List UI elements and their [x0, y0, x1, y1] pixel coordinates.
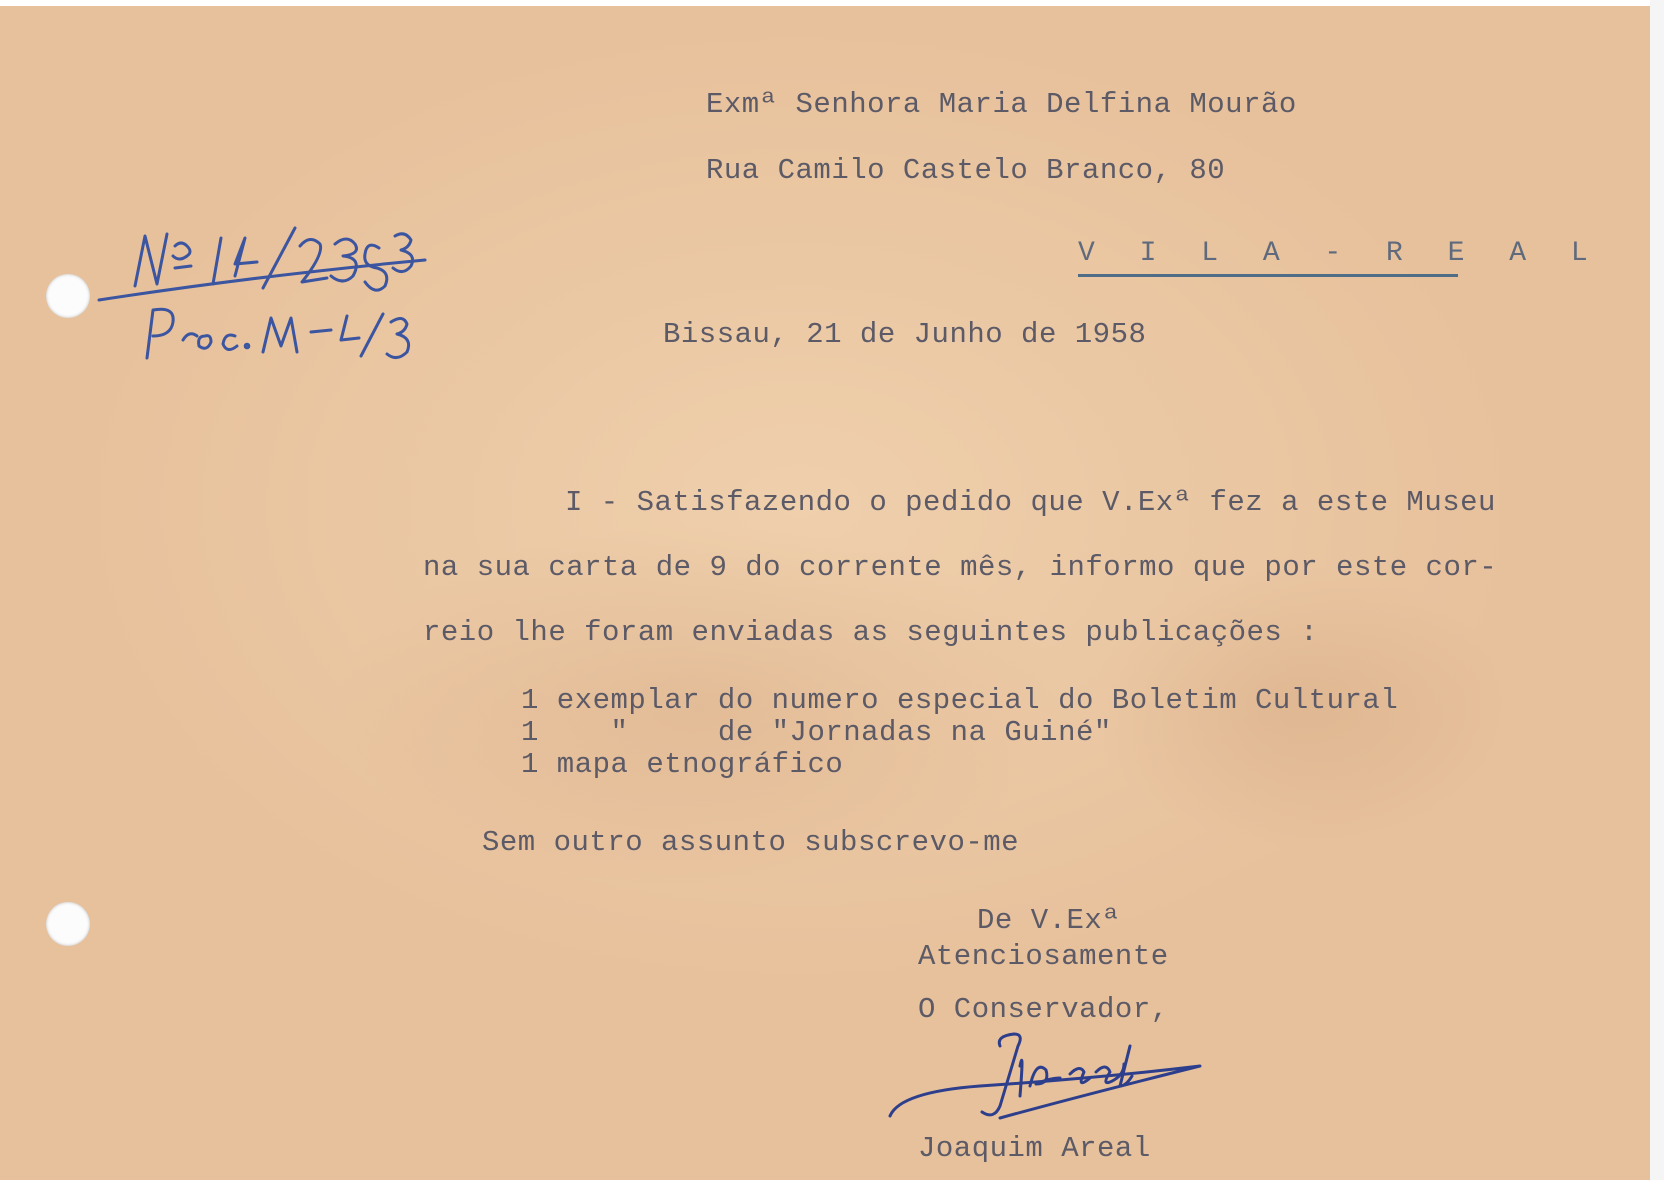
date-line: Bissau, 21 de Junho de 1958 [663, 318, 1147, 351]
list-item: 1 mapa etnográfico [521, 748, 844, 781]
body-line-1: I - Satisfazendo o pedido que V.Exª fez a este Museu [565, 486, 1496, 519]
body-line-3: reio lhe foram enviadas as seguintes publicações : [423, 616, 1319, 649]
recipient-city [1078, 238, 1602, 277]
recipient-name: Exmª Senhora Maria Delfina Mourão [706, 88, 1297, 121]
punch-hole-bottom [46, 902, 90, 946]
closing-line: Sem outro assunto subscrevo-me [482, 826, 1020, 859]
letter-page [0, 6, 1652, 1180]
closing-regards: Atenciosamente [918, 940, 1169, 973]
recipient-address: Rua Camilo Castelo Branco, 80 [706, 154, 1226, 187]
signature [880, 1026, 1220, 1136]
handwritten-process-number [135, 296, 435, 376]
body-line-2: na sua carta de 9 do corrente mês, informo que por este cor- [423, 551, 1498, 584]
punch-hole-top [46, 274, 90, 318]
scan-edge [1650, 0, 1664, 1180]
closing-title: O Conservador, [918, 993, 1169, 1026]
list-item: 1 exemplar do numero especial do Boletim Cultural [521, 684, 1399, 717]
recipient-city-text: V I L A - R E A L [1078, 238, 1602, 269]
list-item: 1 " de "Jornadas na Guiné" [521, 716, 1112, 749]
closing-de: De V.Exª [977, 904, 1121, 937]
signer-name: Joaquim Areal [918, 1132, 1151, 1165]
